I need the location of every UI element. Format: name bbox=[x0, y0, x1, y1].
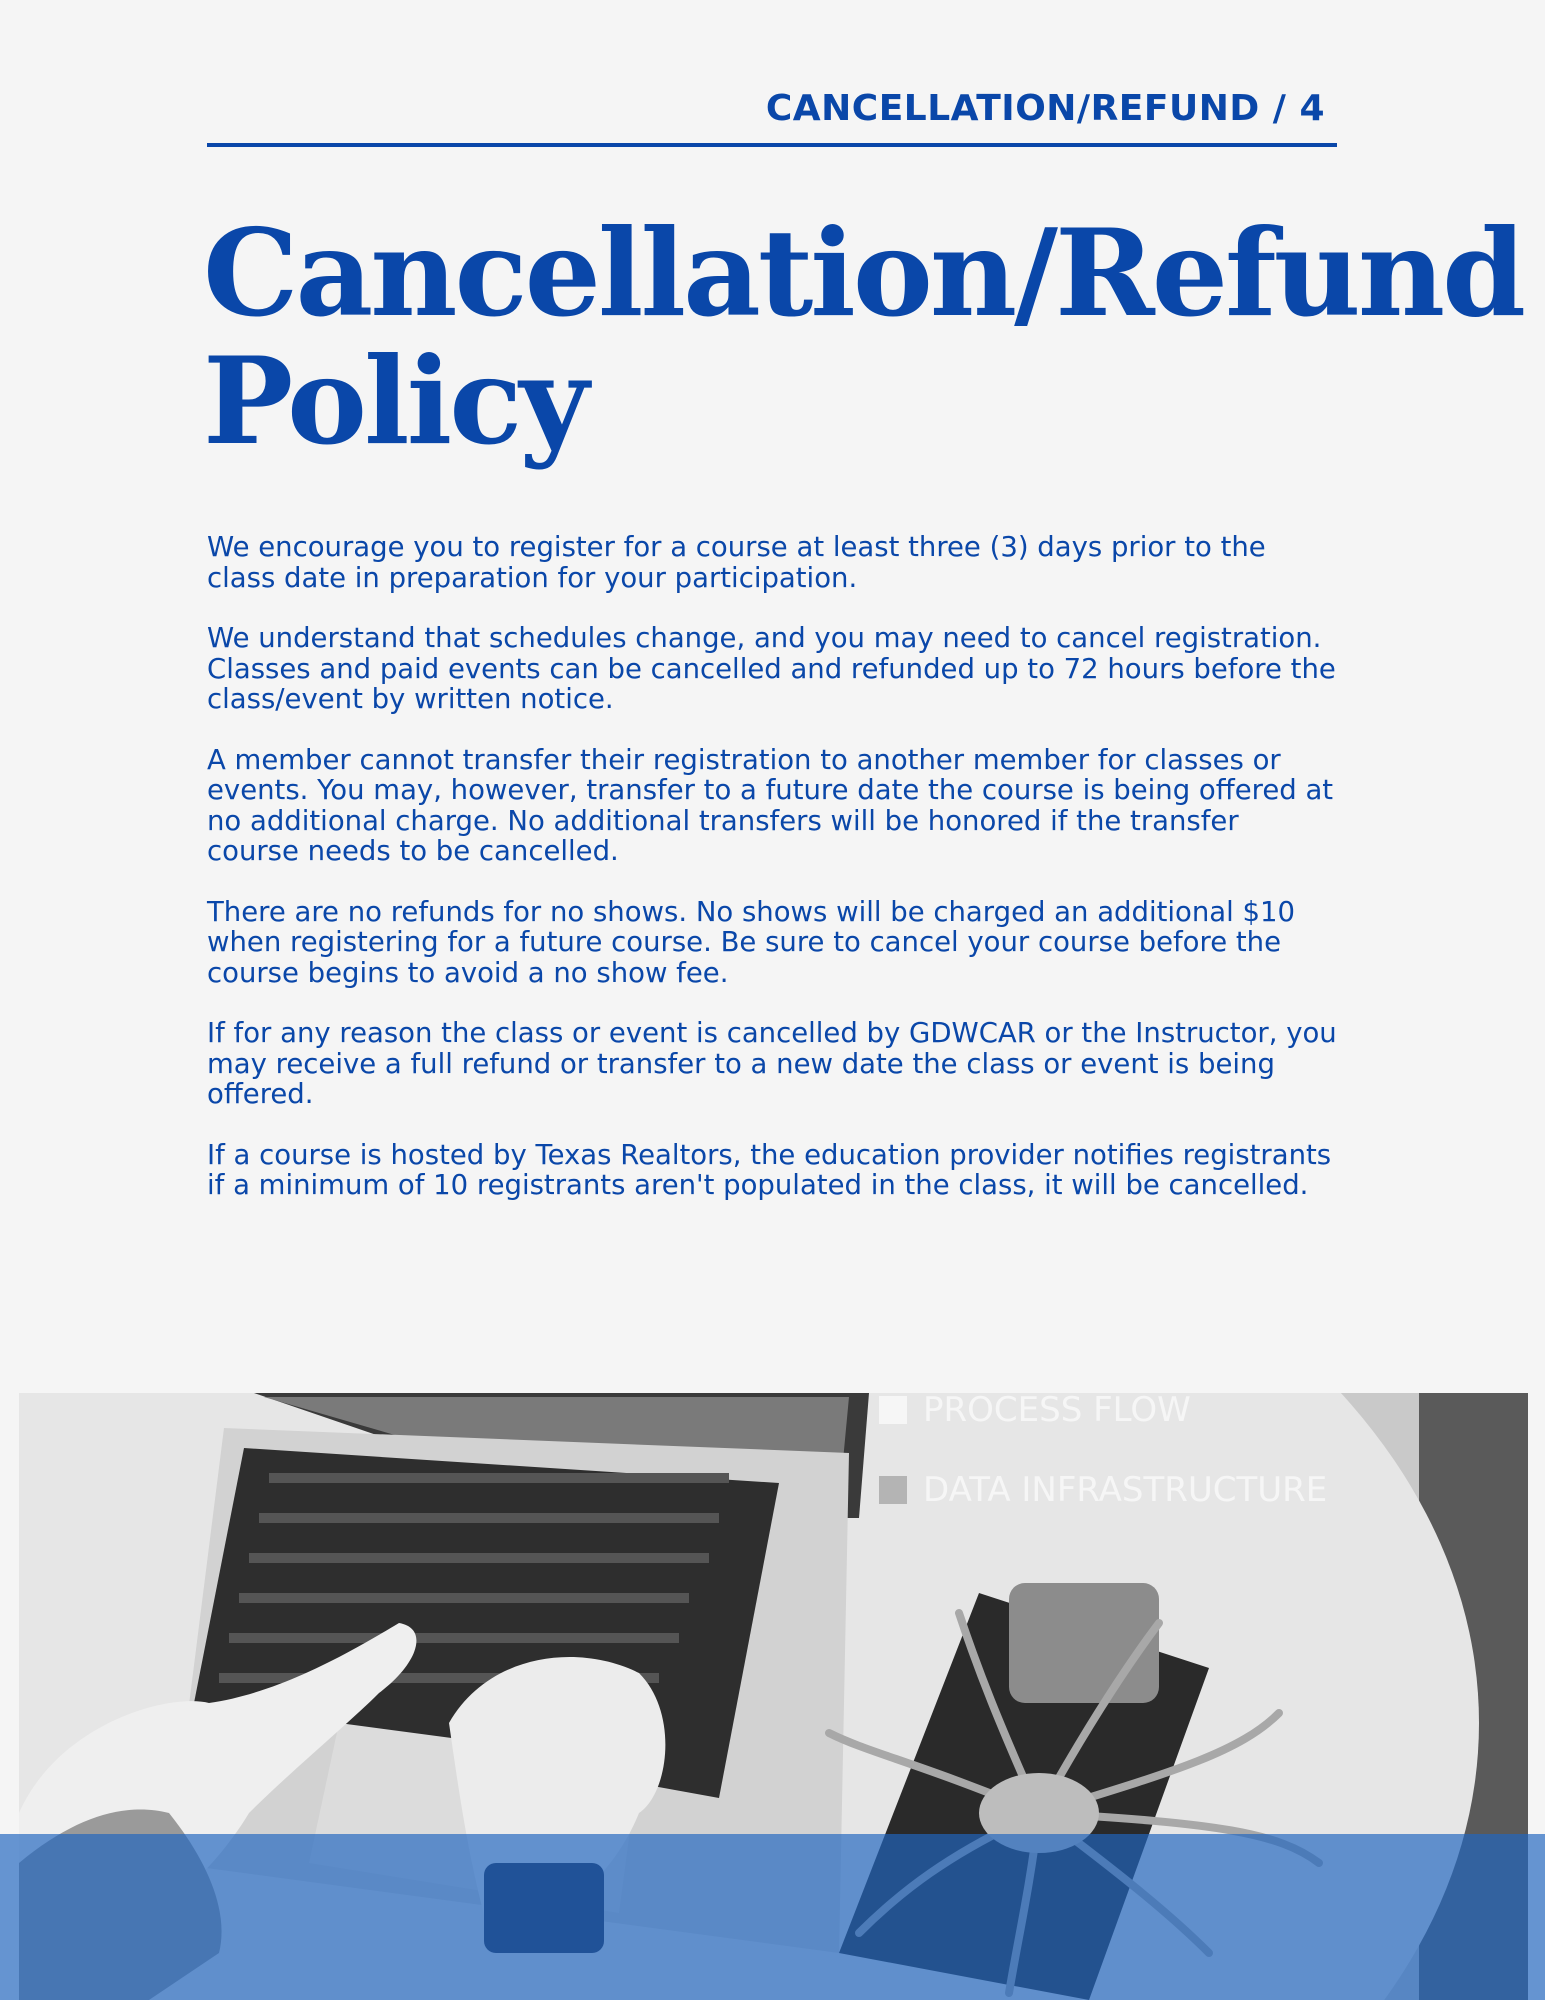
policy-paragraph-minimum-registrants: If a course is hosted by Texas Realtors, the education provider notifies registrants if a minimum of 10 registrants aren't populated in the class, it will be cancelled. bbox=[207, 1138, 1332, 1201]
footer-blue-band bbox=[0, 1834, 1545, 2000]
legend-label-process-flow: PROCESS FLOW bbox=[923, 1393, 1191, 1430]
legend-swatch-process-flow bbox=[879, 1396, 907, 1424]
legend-swatch-data-infrastructure bbox=[879, 1476, 907, 1504]
legend-label-data-infrastructure: DATA INFRASTRUCTURE bbox=[923, 1470, 1328, 1510]
policy-paragraph-registration: We encourage you to register for a course at least three (3) days prior to the class date in preparation for your participation. bbox=[207, 531, 1266, 594]
page-title bbox=[203, 203, 1533, 472]
header-divider bbox=[207, 143, 1337, 147]
policy-body bbox=[207, 532, 1337, 1231]
legend-item-data-infrastructure bbox=[879, 1470, 1327, 1510]
page-title-line-1: Cancellation/Refund bbox=[203, 203, 1524, 344]
section-header-label: CANCELLATION/REFUND / 4 bbox=[765, 88, 1325, 129]
policy-paragraph-no-shows: There are no refunds for no shows. No shows will be charged an additional $10 when registering for a future course. Be sure to cancel your course before the course begins to avoid a no show fee. bbox=[207, 895, 1296, 989]
legend-item-process-flow bbox=[879, 1393, 1191, 1430]
policy-paragraph-organizer-cancellation: If for any reason the class or event is cancelled by GDWCAR or the Instructor, you may receive a full refund or transfer to a new date the class or event is being offered. bbox=[207, 1017, 1337, 1110]
policy-paragraph-transfer: A member cannot transfer their registration to another member for classes or events. You may, however, transfer to a future date the course is being offered at no additional charge. No additional transfers will be honored if the transfer course needs to be cancelled. bbox=[207, 743, 1334, 867]
page-title-line-2: Policy bbox=[203, 331, 587, 472]
policy-paragraph-cancellation: We understand that schedules change, and you may need to cancel registration. Classes and paid events can be cancelled and refunded up to 72 hours before the class/event by written notice. bbox=[207, 622, 1336, 715]
